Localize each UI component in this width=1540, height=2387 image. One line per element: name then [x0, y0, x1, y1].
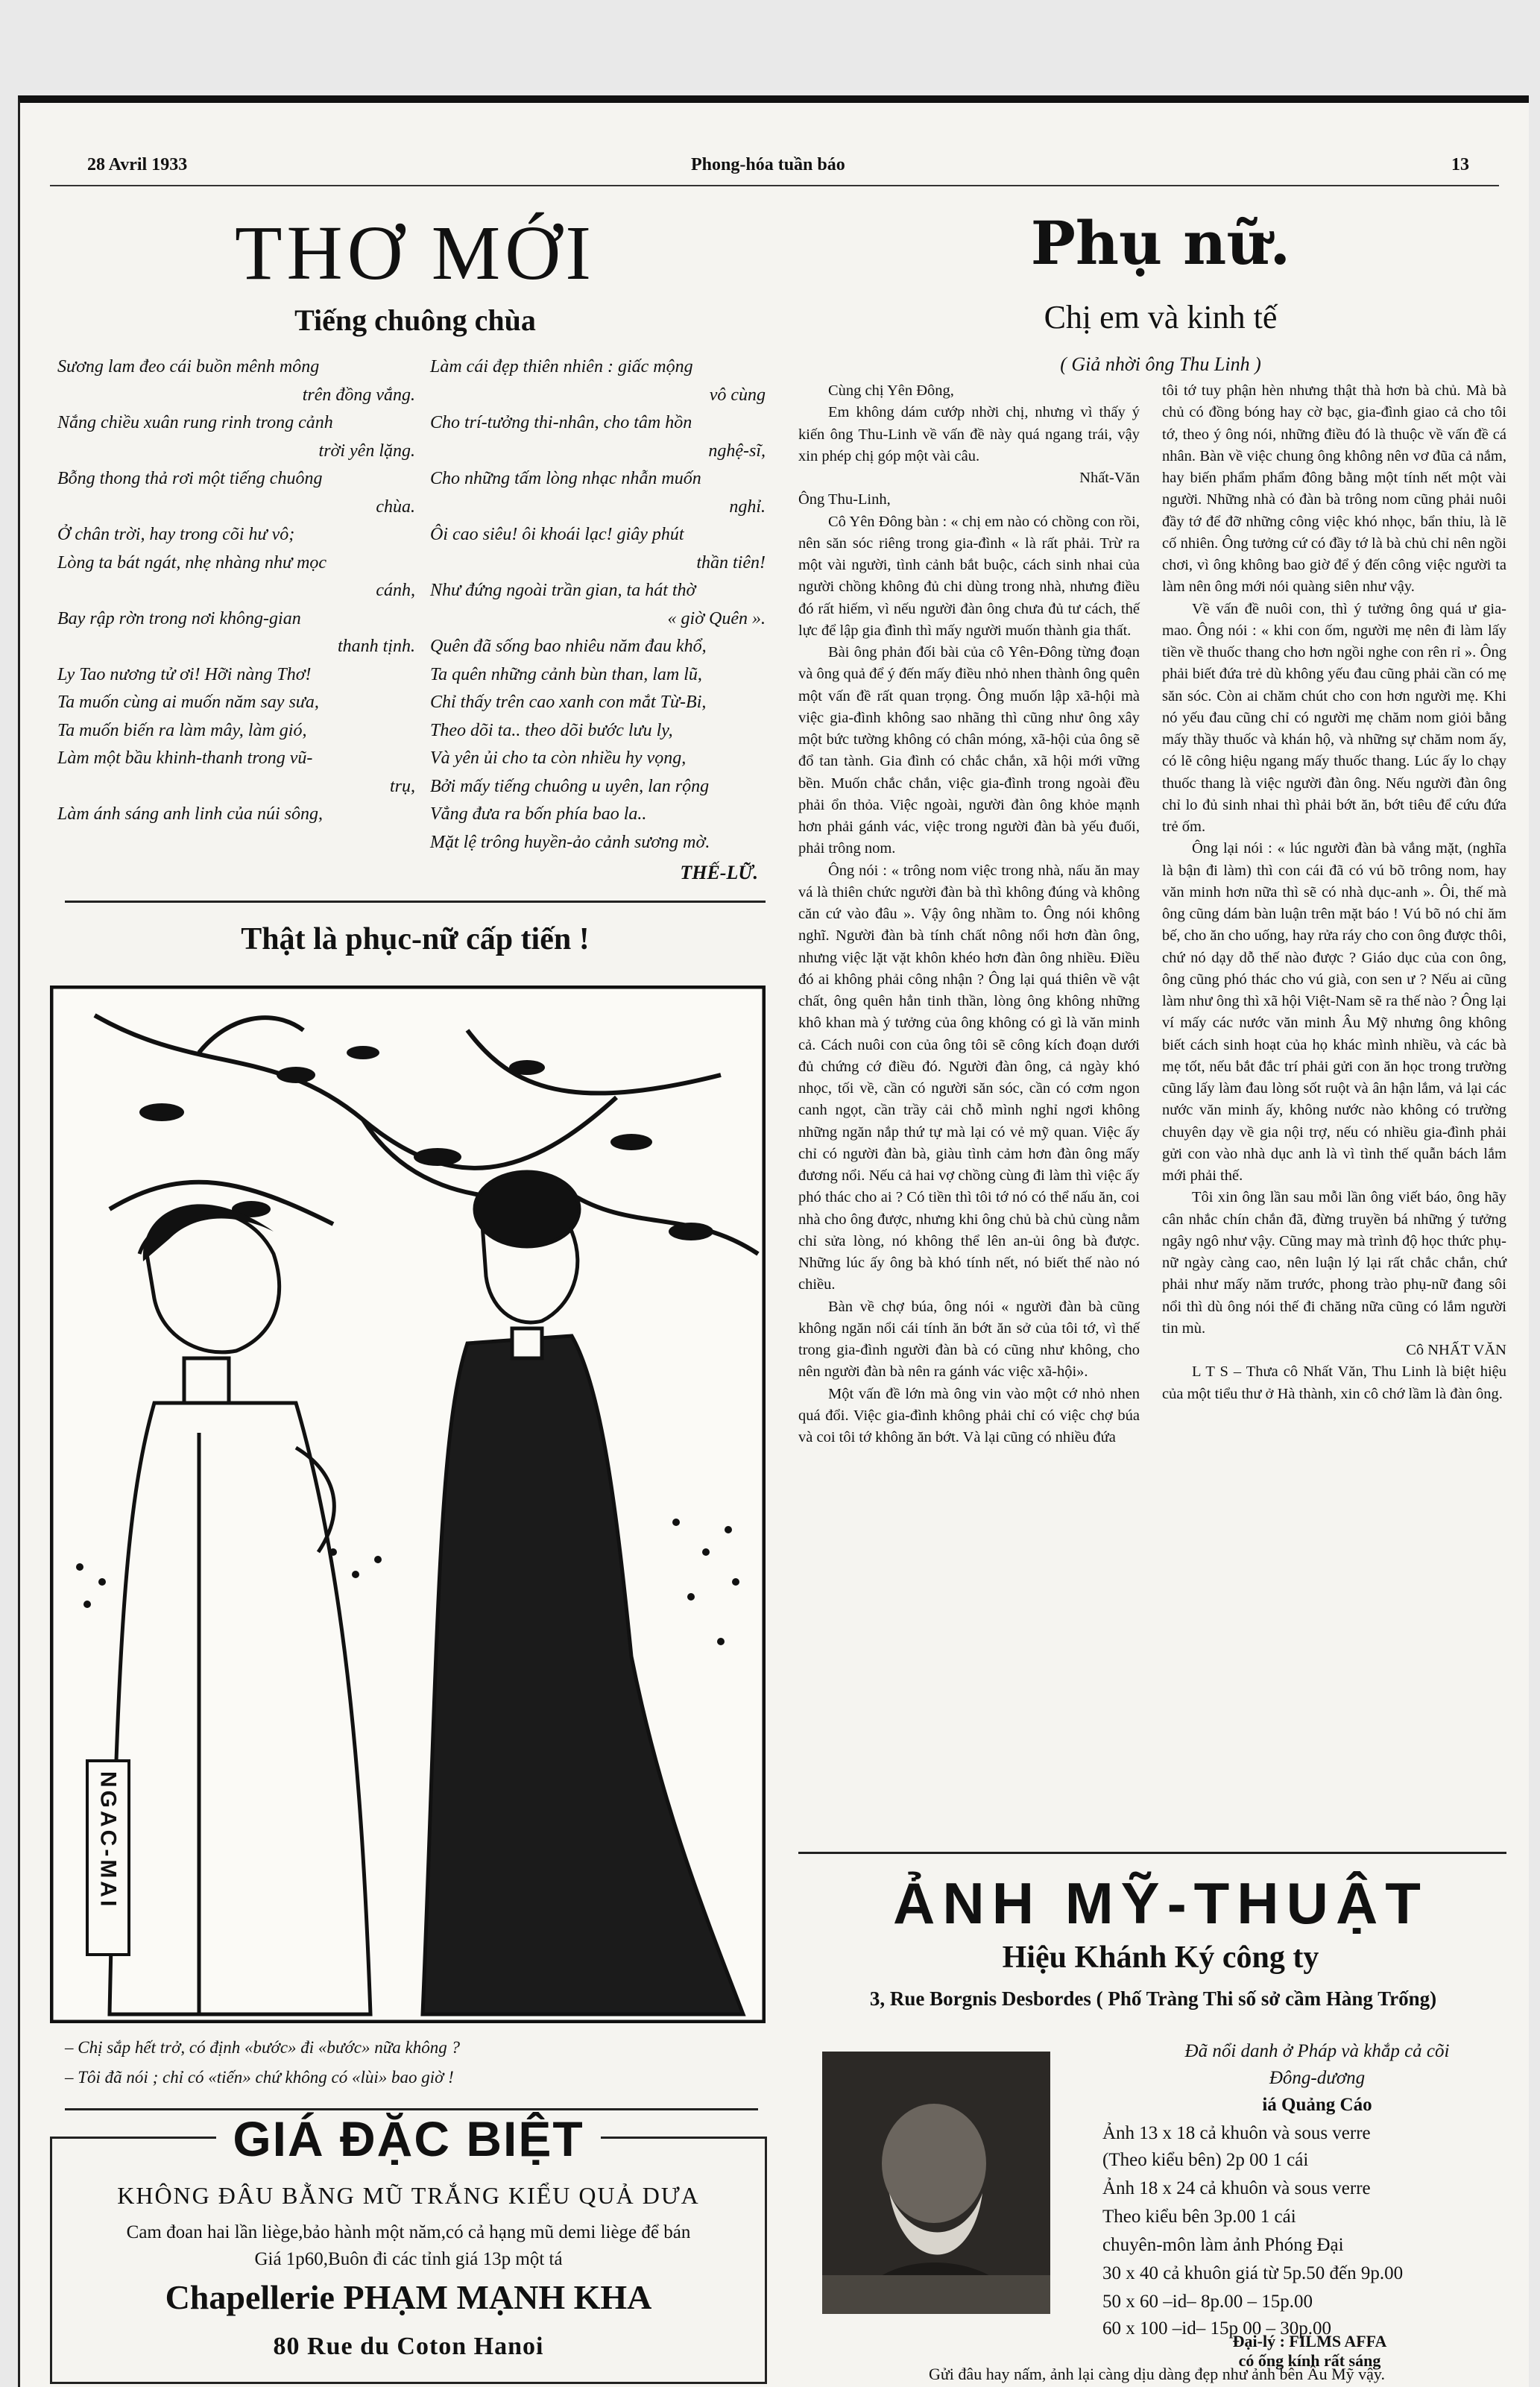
photo-ad-line: 30 x 40 cả khuôn giá từ 5p.50 đến 9p.00	[1102, 2263, 1404, 2283]
cartoon-title: Thật là phục-nữ cấp tiến !	[241, 922, 590, 956]
cartoon-caption-2: – Tôi đã nói ; chỉ có «tiến» chứ không có «lùi» bao giờ !	[65, 2068, 454, 2087]
poem-line: Quên đã sống bao nhiêu năm đau khổ,	[430, 637, 707, 656]
article-left-column	[798, 380, 1140, 1448]
poem-line: Bay rập rờn trong nơi không-gian	[57, 608, 301, 628]
poem-line: Vẳng đưa ra bốn phía bao la..	[430, 804, 647, 824]
poem-line: Cho những tấm lòng nhạc nhẫn muốn	[430, 469, 701, 488]
poem-line: chùa.	[376, 496, 415, 517]
poem-line: trụ,	[389, 776, 415, 796]
poem-line: trời yên lặng.	[318, 441, 415, 461]
ad-hat-address: 80 Rue du Coton Hanoi	[273, 2333, 544, 2360]
photo-ad-line: (Theo kiểu bên) 2p 00 1 cái	[1102, 2150, 1309, 2170]
portrait-head-icon	[882, 2104, 986, 2223]
poem-line: Mặt lệ trông huyền-ảo cảnh sương mờ.	[430, 832, 710, 852]
poem-line: Ly Tao nương tử ơi! Hỡi nàng Thơ!	[57, 664, 312, 684]
poem-line: Bỗng thong thả rơi một tiếng chuông	[57, 469, 323, 488]
issue-date: 28 Avril 1933	[87, 155, 188, 174]
article-paragraph: L T S – Thưa cô Nhất Văn, Thu Linh là biệt hiệu của một tiểu thư ở Hà thành, xin cô chớ lầm là đàn ông.	[1162, 1363, 1506, 1402]
article-paragraph: Bàn về chợ búa, ông nói « người đàn bà cũng không ngăn nổi cái tính ăn bớt ăn sở của tôi tớ, vì thế trong gia-đình người đàn bà có cũng như không, cho nên người đàn bà nên ra gánh vác việc xã-hội».	[798, 1298, 1140, 1381]
poem-line: cánh,	[376, 581, 415, 600]
portrait-photo	[822, 2052, 1050, 2314]
article-paragraph: Tôi xin ông lần sau mỗi lần ông viết báo, ông hãy cân nhắc chín chắn đã, đừng truyền bá những ý tưởng ngây ngô như vậy. Cũng may mà trình độ học thức phụ-nữ ngày càng cao, nên luận lý lại rất chắc chắn, chứ phải như mấy năm trước, phong trào phụ-nữ đang sôi nổi thì dù ông nói thế đi chăng nữa cũng có lắm người tin mù.	[1162, 1189, 1506, 1337]
cartoon-illustration	[50, 986, 766, 2023]
header-rule	[50, 185, 1499, 186]
photo-ad-line: Theo kiểu bên 3p.00 1 cái	[1102, 2207, 1296, 2227]
article-paragraph: Bài ông phản đối bài của cô Yên-Đông từng đoạn và ông quả để ý đến mấy điều nhỏ nhen thành ông quên một vấn đề rất quan trọng. Ông muốn lập xã-hội mà việc gia-đình không sao nhãng thì cũng như ông xây một bức tường không có chân móng, xã-hội của ông sẽ đổ tan tành. Gia đình có chắc chắn, xã hội mới vững bền. Muốn chắc chắn, việc gia-đình trong ngoài đều phải ổn thỏa. Việc ngoài, người đàn ông khỏe mạnh hơn phải gánh vác, việc trong người đàn bà yếu đuối, phải trông nom.	[798, 644, 1140, 857]
poem-line: Ta quên những cảnh bùn than, lam lũ,	[430, 664, 702, 684]
photo-ad-subtitle: Hiệu Khánh Ký công ty	[1002, 1940, 1319, 1975]
poem-line: thanh tịnh.	[337, 637, 415, 656]
artist-signature: NGAC-MAI	[95, 1771, 121, 1910]
article-divider	[798, 1852, 1506, 1854]
poem-line: Làm cái đẹp thiên nhiên : giấc mộng	[430, 357, 693, 376]
photo-ad-line: Ảnh 13 x 18 cả khuôn và sous verre	[1102, 2123, 1371, 2143]
page-number: 13	[1451, 155, 1469, 174]
ad-hat-line-2: Cam đoan hai lần liège,bảo hành một năm,có cả hạng mũ demi liège để bán	[126, 2222, 691, 2242]
article-paragraph: Ông Thu-Linh,	[798, 491, 891, 508]
poem-line: nghỉ.	[729, 496, 766, 517]
photo-ad-title: ẢNH MỸ-THUẬT	[893, 1870, 1428, 1936]
article-paragraph: Em không dám cướp nhời chị, nhưng vì thấy ý kiến ông Thu-Linh về vấn đề này quá ngang trái, vậy xin phép chị góp một vài câu.	[798, 404, 1140, 464]
photo-ad-line: 60 x 100 –id– 15p 00 – 30p.00	[1102, 2318, 1331, 2339]
article-paragraph: Nhất-Văn	[1079, 470, 1140, 486]
article-paragraph: Ông nói : « trông nom việc trong nhà, nấu ăn may vá là thiên chức người đàn bà thì không đúng và không căn cứ vào đâu ». Vậy ông nhầm to. Ông nói không nghĩ. Người đàn bà tính chất nông nổi hơn đàn ông, nhưng việc lặt vặt khôn khéo hơn đàn ông nhiều. Điều đó ai không phải công nhận ? Ông lại quá thiên về vật chất, ông quên hẳn tinh thần, lòng ông không những khô khan mà ý tưởng của ông không có gì là văn minh cả. Cách nuôi con của ông tôi sẽ công kích đoạn dưới đủ chứng cớ điều đó. Người đàn ông, cả ngày khó nhọc, tối về, cần có người săn sóc, cần có cơm ngon canh ngọt, cần trầy cải chỗ mình nghỉ ngơi không những ngăn nắp thứ tự mà lại có vẻ mỹ quan. Việc ấy chỉ có người đàn bà, giàu tình cảm hơn đàn ông mấy đương nổi. Nếu cả hai vợ chồng cùng đi làm thì việc ấy phó thác cho ai ? Có tiền thì tôi tớ nó có thể nấu ăn, coi nhà cho ông được, nhưng khi ông chủ bà chủ cùng nằm chỉ sửa lòng, nó không thể lên an-ủi ông bà được. Những lúc ấy ông bà khó tính nết, nó biết thế nào nó chiều.	[798, 862, 1140, 1293]
poem-line: Và yên ủi cho ta còn nhiều hy vọng,	[430, 748, 687, 768]
poem-line: Chỉ thấy trên cao xanh con mắt Từ-Bi,	[430, 693, 707, 712]
poem-line: Ôi cao siêu! ôi khoái lạc! giây phút	[430, 525, 684, 544]
photo-ad-line: Đại-lý : FILMS AFFA	[1232, 2332, 1387, 2350]
poem-line: Bởi mấy tiếng chuông u uyên, lan rộng	[430, 776, 710, 796]
poem-line: Như đứng ngoài trần gian, ta hát thờ	[430, 581, 696, 600]
photo-ad-line: 50 x 60 –id– 8p.00 – 15p.00	[1102, 2292, 1313, 2312]
poem-line: Lòng ta bát ngát, nhẹ nhàng như mọc	[57, 552, 327, 573]
cartoon-caption-1: – Chị sắp hết trở, có định «bước» đi «bước» nữa không ?	[65, 2038, 460, 2057]
women-article-title: Chị em và kinh tế	[1044, 299, 1278, 335]
photo-ad-line: iá Quảng Cáo	[1262, 2095, 1372, 2115]
photo-ad-line: Đông-dương	[1269, 2068, 1366, 2088]
poem-section-title: THƠ MỚI	[235, 210, 596, 296]
hat-advertisement	[50, 2111, 767, 2384]
poem-line: thần tiên!	[696, 552, 766, 573]
poem-line: Làm ánh sáng anh linh của núi sông,	[57, 804, 324, 824]
poem-line: Cho trí-tưởng thi-nhân, cho tâm hồn	[430, 413, 692, 432]
poem-line: Ta muốn biến ra làm mây, làm gió,	[57, 720, 307, 740]
poem-left-column	[57, 353, 415, 829]
publication-name: Phong-hóa tuần báo	[691, 155, 845, 174]
women-article-note: ( Giả nhời ông Thu Linh )	[1060, 353, 1261, 375]
poem-line: Nắng chiều xuân rung rinh trong cảnh	[57, 413, 333, 432]
poem-line: Theo dõi ta.. theo dõi bước lưu ly,	[430, 720, 673, 740]
article-right-column	[1162, 380, 1506, 1405]
article-paragraph: Ông lại nói : « lúc người đàn bà vắng mặt, (nghĩa là bận đi làm) thì con cái đã có vú bõ trông nom, hay văn minh hơn nữa thì sẽ có nhà dục-anh ». Ôi, thế mà ông cũng dám bàn luận trên mặt báo ! Vú bõ nó chỉ ăm bế, cho ăn cho uống, hay rửa ráy cho con ông được thôi, chứ nó dạy dỗ thế nào được ? Giáo dục của con ông, ông cũng phó thác cho vú già, con sen ư ? Nếu ai cũng làm như ông thì xã hội Việt-Nam sẽ ra thế nào ? Ông lại ví mấy các nước văn minh Âu Mỹ nhưng ông không biết cách sinh hoạt của họ khác mình nhiều, và các bà mẹ tốt, nếu bắt đắc trí phải gửi con ăn học trong trường cũng lấy làm đau lòng sốt ruột và ân hận lắm, vả lại các nước văn minh ấy, không nước nào không có trường chuyên dạy về gia nội trợ, nếu có nhiều gia-đình phải gửi con vào nhà dục anh là vì tình thế quẫn bách lắm mới phải thế.	[1162, 840, 1506, 1184]
poem-line: Sương lam đeo cái buồn mênh mông	[57, 357, 320, 376]
photo-ad-line: có ống kính rất sáng	[1238, 2351, 1381, 2370]
ad-hat-title: GIÁ ĐẶC BIỆT	[216, 2111, 600, 2166]
photo-ad-line: Ảnh 18 x 24 cả khuôn và sous verre	[1102, 2178, 1371, 2198]
poem-line: nghệ-sĩ,	[708, 441, 766, 461]
ad-hat-line-3: Giá 1p60,Buôn đi các tỉnh giá 13p một tá	[254, 2249, 563, 2269]
article-paragraph: Về vấn đề nuôi con, thì ý tưởng ông quá ư gia-mao. Ông nói : « khi con ốm, người mẹ nên đi làm lấy tiền về thuốc thang cho hơn ngồi nghe con rên rỉ ». Ông phải biết đứa trẻ dù không yếu đau cũng phải cần có mẹ săn sóc. Còn ai chăm chút cho con hơn người mẹ. Khi nó yếu đau cũng chỉ có người mẹ chăm nom giỏi bằng mấy thầy thuốc và khán hộ, và những sự chăm nom ấy, có lẽ công hiệu ngang mấy thuốc thang. Lúc ấy lo chạy thuốc thang là việc người đàn ông. Nếu người đàn ông chỉ lo đủ sinh nhai thì phải bớt ăn, bớt tiêu để cứu đứa trẻ ốm.	[1162, 600, 1506, 835]
women-section-title: Phụ nữ.	[1030, 208, 1291, 278]
article-paragraph: Cô Yên Đông bàn : « chị em nào có chồng con rồi, nên săn sóc riêng trong gia-đình « là rất phải. Trừ ra một vài người, tình cảnh bắt buộc, cách sinh nhai của người chồng không đủ chi dùng trong nhà, nhưng điều đó rất hiếm, vì nếu người đàn ông chưa đủ tư cách, thế lực để lập gia đình thì mấy người muốn thành gia thất.	[798, 513, 1140, 639]
poem-line: vô cùng	[709, 385, 766, 405]
photo-ad-address: 3, Rue Borgnis Desbordes ( Phố Tràng Thi số sở cầm Hàng Trống)	[869, 1987, 1437, 2010]
poem-title: Tiếng chuông chùa	[294, 303, 536, 337]
ad-hat-shop: Chapellerie PHẠM MẠNH KHA	[165, 2278, 652, 2316]
poem-line: Ở chân trời, hay trong cõi hư vô;	[57, 525, 295, 544]
ad-hat-line-1: KHÔNG ĐÂU BẰNG MŨ TRẮNG KIỂU QUẢ DƯA	[117, 2182, 700, 2209]
article-paragraph: tôi tớ tuy phận hèn nhưng thật thà hơn bà chủ. Mà bà chủ có đồng bóng hay cờ bạc, gia-đình giao cả cho tôi tớ, theo ý ông nói, những điều đó là thuộc về vấn đề cá nhân. Bàn về việc chung ông không nên vơ đũa cả nắm, hay biến phẩm phẩm đông bằng một tính nết một vài người. Những nhà có đàn bà trông nom cũng phải nuôi đầy tớ để đỡ những công việc khó nhọc, bẩn thỉu, là lẽ cố nhiên. Ông tưởng cứ có đầy tớ là bà chủ chỉ nên ngồi chơi, vì ông không bao giờ để ý đến công việc người ta làm nên ông mới nói quàng siên như vậy.	[1162, 382, 1506, 596]
article-paragraph: Một vấn đề lớn mà ông vin vào một cớ nhỏ nhen quá đổi. Việc gia-đình không phải chỉ có việc chợ búa và coi tôi tớ không ăn bớt. Và lại cũng có nhiều đứa	[798, 1385, 1140, 1445]
poem-line: Ta muốn cùng ai muốn năm say sưa,	[57, 693, 319, 712]
poem-divider	[65, 901, 766, 903]
poem-author: THẾ-LỮ.	[680, 862, 758, 883]
poem-line: trên đồng vắng.	[302, 385, 415, 405]
poem-line: « giờ Quên ».	[667, 608, 766, 628]
photo-ad-footer: Gửi đâu hay nấm, ảnh lại càng dịu dàng đẹp như ảnh bên Âu Mỹ vậy.	[929, 2365, 1385, 2383]
article-paragraph: Cùng chị Yên Đông,	[828, 382, 954, 399]
poem-right-column	[430, 353, 766, 857]
article-paragraph: Cô NHẤT VĂN	[1406, 1342, 1506, 1358]
newspaper-page	[18, 95, 1529, 2387]
photo-ad-line: Đã nổi danh ở Pháp và khắp cả cõi	[1184, 2041, 1450, 2061]
poem-line: Làm một bầu khinh-thanh trong vũ-	[57, 748, 313, 768]
photo-ad-line: chuyên-môn làm ảnh Phóng Đại	[1102, 2235, 1344, 2255]
